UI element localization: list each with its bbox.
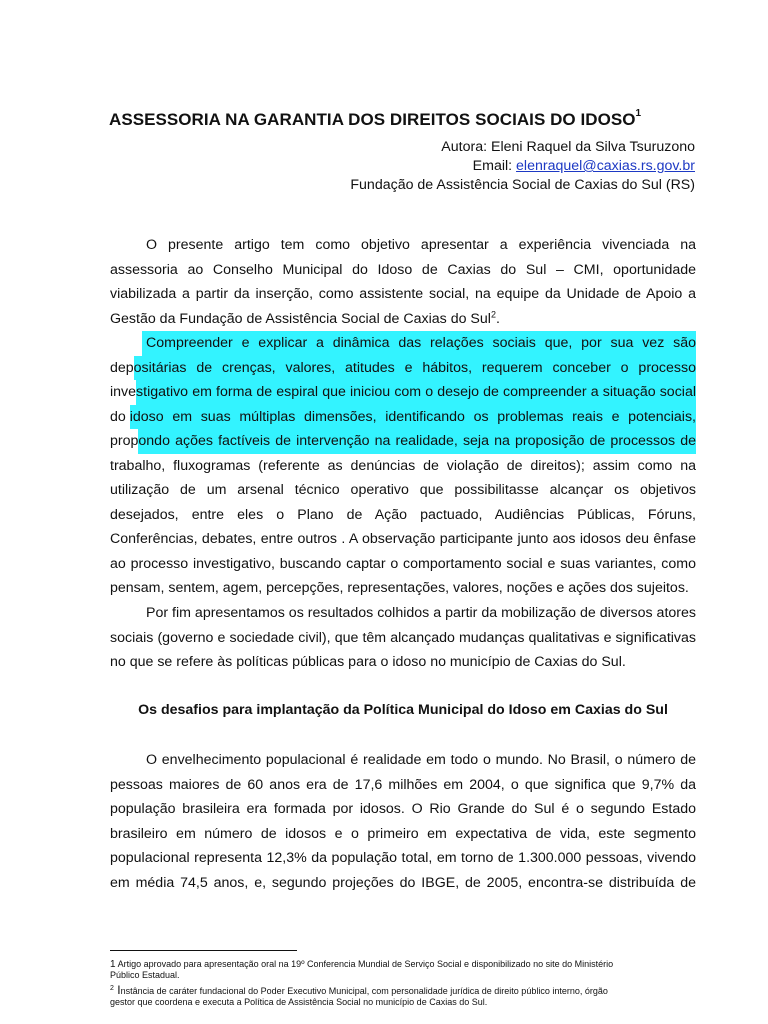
- paragraph-line: pensam, sentem, agem, percepções, representações, valores, noções e ações dos sujeitos.: [110, 580, 689, 596]
- email-line: [473, 157, 695, 176]
- paragraph-line: em média 74,5 anos, e, segundo projeções do IBGE, de 2005, encontra-se distribuída de: [110, 874, 696, 891]
- highlighted-paragraph: [110, 331, 696, 601]
- footnote-2-continued: gestor que coordena e executa a Política de Assistência Social no município de Caxias do Sul.: [110, 997, 488, 1007]
- paragraph-line: no que se refere às políticas públicas para o idoso no município de Caxias do Sul.: [110, 654, 626, 670]
- line-end: .: [495, 310, 500, 327]
- highlighted-text: ositárias de crenças, valores, atitudes e hábitos, requerem conceber o processo: [134, 356, 696, 381]
- paragraph-line: Conferências, debates, entre outros . A observação participante junto aos idosos deu ênfase: [110, 531, 696, 547]
- organization-line: Fundação de Assistência Social de Caxias do Sul (RS): [350, 177, 695, 193]
- line-text: do: [110, 408, 130, 425]
- email-label: Email:: [472, 158, 517, 174]
- paragraph-line: [110, 405, 696, 430]
- highlighted-text: idoso em suas múltiplas dimensões, identificando os problemas reais e potenciais,: [130, 405, 696, 430]
- section-heading: Os desafios para implantação da Política Municipal do Idoso em Caxias do Sul: [138, 702, 668, 718]
- footnote-1-continued: Público Estadual.: [110, 970, 180, 980]
- footnote-number: 1: [110, 959, 116, 970]
- paragraph-line: [110, 331, 696, 356]
- highlighted-text: Compreender e explicar a dinâmica das relações sociais que, por sua vez são: [142, 331, 696, 356]
- line-text: dep: [110, 359, 134, 376]
- paragraph-line: O presente artigo tem como objetivo apresentar a experiência vivenciada na: [146, 237, 696, 253]
- paragraph-line: pessoas maiores de 60 anos era de 17,6 milhões em 2004, o que significa que 9,7% da: [110, 776, 696, 793]
- paragraph-line: brasileiro em número de idosos e o primeiro em expectativa de vida, este segmento: [110, 825, 696, 842]
- intro-paragraph: [110, 233, 696, 331]
- paragraph-line: ao processo investigativo, buscando captar o comportamento social e suas variantes, como: [110, 555, 696, 572]
- line-text: inve: [110, 384, 137, 400]
- footnote-2: [110, 983, 696, 997]
- footnote-initial: I: [113, 983, 121, 997]
- author-line: Autora: Eleni Raquel da Silva Tsuruzono: [441, 139, 695, 155]
- footnote-text: nstância de caráter fundacional do Poder Executivo Municipal, com personalidade jurídica de direito público interno, órgão: [120, 986, 608, 996]
- title-text: ASSESSORIA NA GARANTIA DOS DIREITOS SOCIAIS DO IDOSO: [109, 110, 636, 129]
- highlighted-text: ondo ações factíveis de intervenção na realidade, seja na proposição de processos de: [138, 429, 696, 454]
- paragraph-line: [110, 380, 696, 405]
- email-link[interactable]: elenraquel@caxias.rs.gov.br: [516, 158, 695, 174]
- paragraph-line: desejados, entre eles o Plano de Ação pactuado, Audiências Públicas, Fóruns,: [110, 506, 696, 523]
- title-footnote-ref[interactable]: 1: [635, 108, 642, 120]
- paragraph-line: O envelhecimento populacional é realidade em todo o mundo. No Brasil, o número de: [146, 752, 696, 768]
- footnote-ref-2[interactable]: 2: [490, 308, 496, 319]
- line-text: Gestão da Fundação de Assistência Social de Caxias do Sul: [110, 310, 491, 327]
- paragraph-line: Por fim apresentamos os resultados colhidos a partir da mobilização de diversos atores: [146, 605, 696, 621]
- paragraph-line: sociais (governo e sociedade civil), que têm alcançado mudanças qualitativas e significativas: [110, 629, 696, 646]
- footnote-text: Artigo aprovado para apresentação oral na 19º Conferencia Mundial de Serviço Social e disponibilizado no site do Ministério: [115, 959, 614, 969]
- highlighted-text: stigativo em forma de espiral que iniciou com o desejo de compreender a situação social: [136, 380, 696, 405]
- line-text: prop: [110, 433, 139, 449]
- paragraph-line: assessoria ao Conselho Municipal do Idoso de Caxias do Sul – CMI, oportunidade: [110, 261, 696, 278]
- results-paragraph: [110, 601, 696, 675]
- footnote-number: 2: [110, 985, 114, 992]
- paragraph-line: população brasileira era formada por idosos. O Rio Grande do Sul é o segundo Estado: [110, 801, 696, 817]
- paragraph-line: trabalho, fluxogramas (referente as denúncias de violação de direitos); assim como na: [110, 457, 696, 474]
- footnote-divider: [110, 950, 297, 951]
- paragraph-line: [110, 356, 696, 381]
- paragraph-line: viabilizada a partir da inserção, como assistente social, na equipe da Unidade de Apoio a: [110, 286, 696, 302]
- paragraph-line: populacional representa 12,3% da população total, em torno de 1.300.000 pessoas, vivendo: [110, 850, 696, 866]
- footnotes: [110, 959, 696, 1008]
- document-title: [109, 110, 709, 130]
- footnote-1: [110, 959, 696, 970]
- population-paragraph: [110, 748, 696, 895]
- paragraph-line: [110, 429, 696, 454]
- paragraph-line: [110, 307, 696, 332]
- paragraph-line: utilização de um arsenal técnico operativo que possibilitasse alcançar os objetivos: [110, 482, 696, 498]
